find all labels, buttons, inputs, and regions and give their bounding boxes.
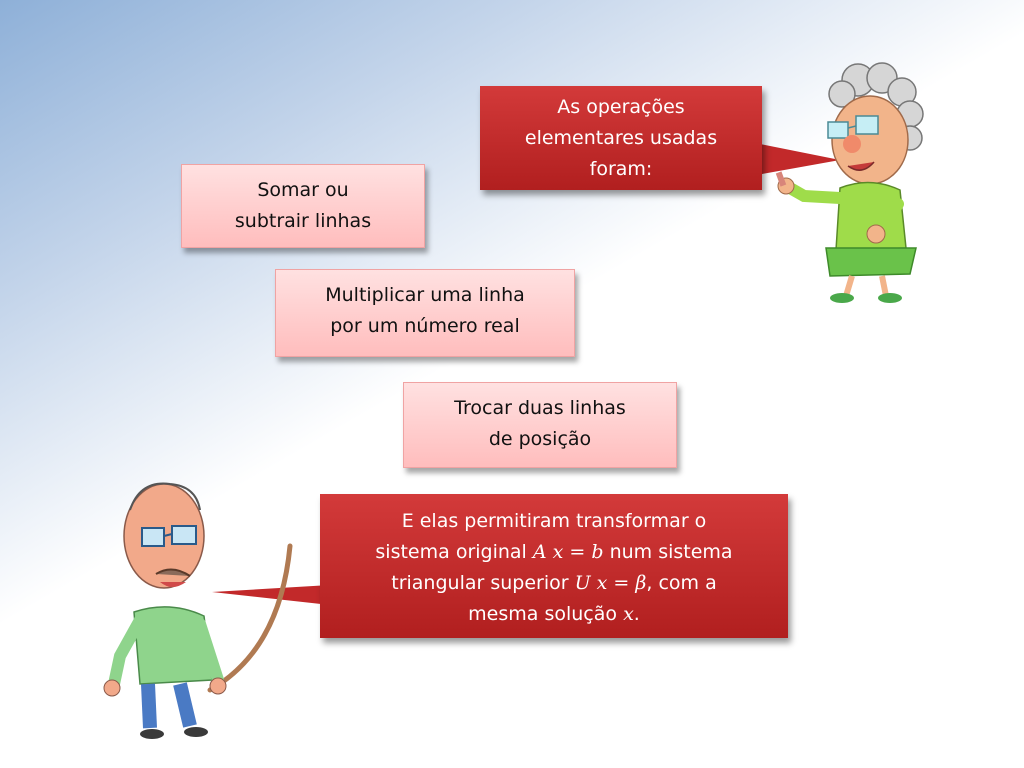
professor-bubble-line	[320, 537, 788, 568]
bubble-text: sistema original	[375, 541, 527, 563]
teacher-bubble-line: elementares usadas	[524, 127, 718, 149]
operation-line: Multiplicar uma linha	[325, 284, 525, 306]
professor-bubble-line	[320, 568, 788, 599]
operation-box-add	[181, 164, 425, 248]
operation-line: Somar ou	[257, 179, 349, 201]
grandmother-cartoon	[770, 48, 940, 308]
professor-speech-bubble	[320, 494, 788, 638]
professor-bubble-line	[320, 506, 788, 537]
equation-ax-b: A x = b	[532, 541, 604, 563]
bubble-text: mesma solução	[468, 603, 618, 625]
operation-box-swap	[403, 382, 677, 468]
equation-ux-beta: U x = β	[574, 572, 647, 594]
bubble-text: .	[633, 603, 640, 625]
professor-bubble-line	[320, 599, 788, 630]
bubble-text: num sistema	[609, 541, 733, 563]
teacher-bubble-line: foram:	[589, 158, 653, 180]
operation-box-multiply	[275, 269, 575, 357]
professor-cartoon	[100, 470, 310, 750]
teacher-bubble-line: As operações	[557, 96, 685, 118]
operation-line: por um número real	[330, 315, 520, 337]
operation-line: de posição	[488, 428, 592, 450]
variable-x: x	[623, 603, 634, 625]
operation-line: subtrair linhas	[234, 210, 372, 232]
bubble-text: E elas permitiram transformar o	[401, 510, 707, 532]
operation-line: Trocar duas linhas	[454, 397, 626, 419]
bubble-text: triangular superior	[391, 572, 569, 594]
teacher-speech-bubble	[480, 86, 762, 190]
bubble-text: , com a	[646, 572, 717, 594]
